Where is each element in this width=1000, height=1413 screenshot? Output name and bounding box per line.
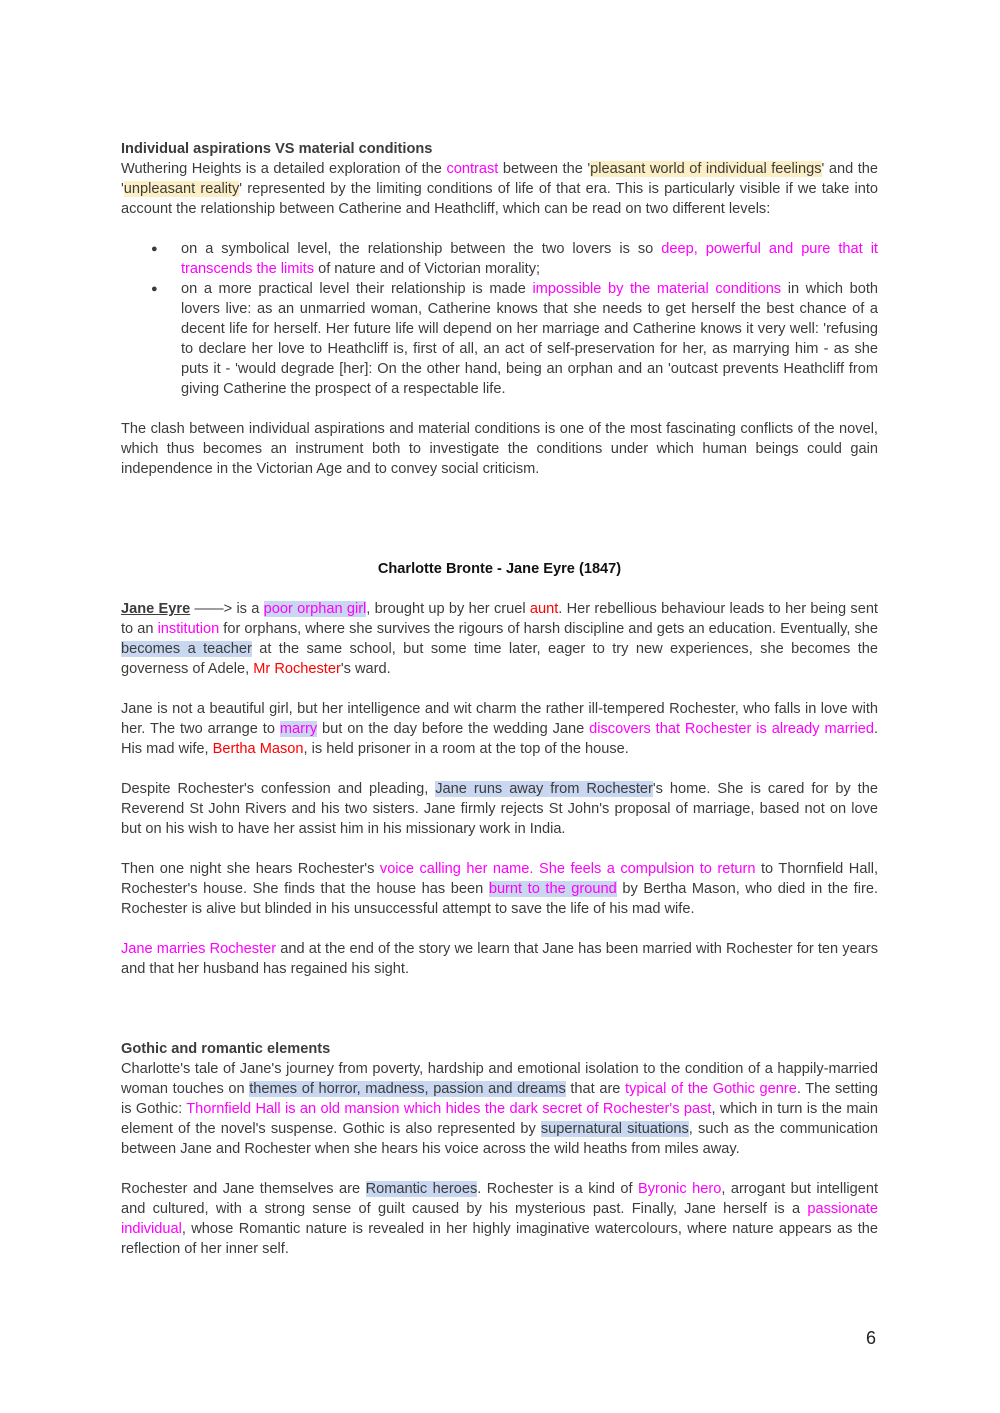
text-run: but on the day before the wedding Jane xyxy=(317,721,590,737)
paragraph-gothic xyxy=(121,1059,878,1159)
text-run: Then one night she hears Rochester's xyxy=(121,861,380,877)
highlight-passionate: passionate individual xyxy=(121,1201,878,1237)
section-title-jane-eyre: Charlotte Bronte - Jane Eyre (1847) xyxy=(377,561,622,577)
paragraph-jane-intro xyxy=(121,599,878,679)
text-run: by Bertha Mason, who died in the fire. Rochester is alive but blinded in his unsuccessful attempt to save the life of his mad wife. xyxy=(121,881,879,917)
paragraph-ending xyxy=(121,939,878,979)
highlight-byronic-hero: Byronic hero xyxy=(638,1181,722,1197)
highlight-pleasant-world: pleasant world of individual feelings xyxy=(590,161,822,177)
highlight-jane-marries: Jane marries Rochester xyxy=(121,941,277,957)
text-run: between the ' xyxy=(498,161,591,177)
term-jane-eyre: Jane Eyre xyxy=(121,601,191,617)
highlight-themes: themes of horror, madness, passion and dreams xyxy=(249,1081,566,1097)
highlight-burnt: burnt to the ground xyxy=(488,881,617,897)
text-run: Wuthering Heights is a detailed exploration of the xyxy=(121,161,447,177)
text-run: of nature and of Victorian morality; xyxy=(314,261,541,277)
highlight-romantic-heroes: Romantic heroes xyxy=(365,1181,478,1197)
highlight-impossible: impossible by the material conditions xyxy=(532,281,782,297)
highlight-supernatural: supernatural situations xyxy=(540,1121,689,1137)
text-run: , such as the communication between Jane and Rochester when she hears his voice across the wild heaths from miles away. xyxy=(121,1121,878,1157)
text-run: . Rochester is a kind of xyxy=(477,1181,639,1197)
text-run: . Her rebellious behaviour leads to her being sent to an xyxy=(121,601,878,637)
highlight-mr-rochester: Mr Rochester xyxy=(253,661,341,677)
text-run: to Thornfield Hall, Rochester's house. She finds that the house has been xyxy=(121,861,878,897)
text-run: 's ward. xyxy=(340,661,391,677)
list-item-practical xyxy=(121,279,878,399)
highlight-already-married: discovers that Rochester is already married xyxy=(589,721,874,737)
text-run: and at the end of the story we learn that Jane has been married with Rochester for ten years and that her husband has regained his sight. xyxy=(121,941,878,977)
text-run: , arrogant but intelligent and cultured, with a strong sense of guilt caused by his mysterious past. Finally, Jane herself is a xyxy=(121,1181,878,1217)
section-heading-aspirations: Individual aspirations VS material conditions xyxy=(121,141,433,157)
text-run: Charlotte's tale of Jane's journey from poverty, hardship and emotional isolation to the condition of a happily-married woman touches on xyxy=(121,1061,878,1097)
highlight-poor-orphan: poor orphan girl xyxy=(263,601,367,617)
document-page xyxy=(121,139,878,1259)
paragraph-clash: The clash between individual aspirations and material conditions is one of the most fascinating conflicts of the novel, which thus becomes an instrument both to investigate the conditions under which human beings could gain independence in the Victorian Age and to convey social criticism. xyxy=(121,421,878,477)
text-run: in which both lovers live: as an unmarried woman, Catherine knows that she needs to get herself the best chance of a decent life for herself. Her future life will depend on her marriage and Catherine knows it very well: 'refusing to declare her love to Heathcliff is, first of all, an act of self-preservation for her, as marrying him - as she puts it - 'would degrade [her]: On the other hand, being an orphan and an 'outcast prevents Heathcliff from giving Catherine the prospect of a respectable life. xyxy=(181,281,878,397)
text-run: at the same school, but some time later, eager to try new experiences, she becomes the governess of Adele, xyxy=(121,641,878,677)
highlight-contrast: contrast xyxy=(446,161,499,177)
text-run: on a more practical level their relationship is made xyxy=(181,281,533,297)
text-run: ' and the ' xyxy=(121,161,878,197)
paragraph-marriage xyxy=(121,699,878,759)
highlight-bertha-mason: Bertha Mason xyxy=(212,741,304,757)
text-run: , is held prisoner in a room at the top of the house. xyxy=(303,741,629,757)
text-run: . The setting is Gothic: xyxy=(121,1081,879,1117)
text-run: for orphans, where she survives the rigours of harsh discipline and gets an education. Eventually, she xyxy=(219,621,878,637)
list-item-symbolical xyxy=(121,239,878,279)
text-run: ' represented by the limiting conditions of life of that era. This is particularly visible if we take into account the relationship between Catherine and Heathcliff, which can be read on two different levels: xyxy=(121,181,878,217)
text-run: . His mad wife, xyxy=(121,721,878,757)
text-run: Jane is not a beautiful girl, but her intelligence and wit charm the rather ill-tempered Rochester, who falls in love with her. The two arrange to xyxy=(121,701,878,737)
section-heading-gothic: Gothic and romantic elements xyxy=(121,1041,331,1057)
page-number: 6 xyxy=(866,1328,877,1348)
text-run: Despite Rochester's confession and pleading, xyxy=(121,781,436,797)
text-run: Rochester and Jane themselves are xyxy=(121,1181,366,1197)
highlight-teacher: becomes a teacher xyxy=(121,641,252,657)
text-run: , whose Romantic nature is revealed in her highly imaginative watercolours, where nature appears as the reflection of her inner self. xyxy=(121,1221,878,1257)
levels-list xyxy=(121,239,878,399)
text-run: on a symbolical level, the relationship between the two lovers is so xyxy=(181,241,662,257)
text-run: ——> is a xyxy=(190,601,264,617)
highlight-thornfield: Thornfield Hall is an old mansion which hides the dark secret of Rochester's past xyxy=(186,1101,712,1117)
text-run: , which in turn is the main element of the novel's suspense. Gothic is also represented by xyxy=(121,1101,878,1137)
highlight-unpleasant-reality: unpleasant reality xyxy=(123,181,240,197)
highlight-transcends: deep, powerful and pure that it transcends the limits xyxy=(181,241,878,277)
paragraph-wuthering-heights xyxy=(121,159,878,219)
text-run: that are xyxy=(565,1081,626,1097)
highlight-voice-calling: voice calling her name. She feels a compulsion to return xyxy=(379,861,756,877)
highlight-gothic-genre: typical of the Gothic genre xyxy=(625,1081,797,1097)
text-run: 's home. She is cared for by the Reverend St John Rivers and his two sisters. Jane firmly rejects St John's proposal of marriage, based not on love but on his wish to have her assist him in his missionary work in India. xyxy=(121,781,878,837)
text-run: , brought up by her cruel xyxy=(366,601,530,617)
highlight-runs-away: Jane runs away from Rochester xyxy=(435,781,653,797)
paragraph-romantic-heroes xyxy=(121,1179,878,1259)
highlight-institution: institution xyxy=(157,621,220,637)
paragraph-runs-away xyxy=(121,779,878,839)
highlight-aunt: aunt xyxy=(529,601,559,617)
paragraph-return xyxy=(121,859,878,919)
highlight-marry: marry xyxy=(279,721,318,737)
